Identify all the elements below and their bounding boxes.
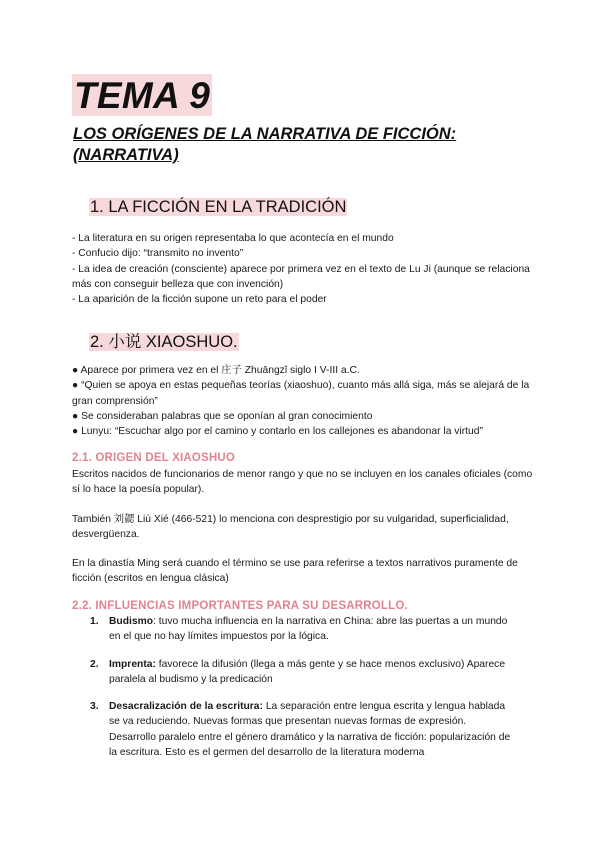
section-2-2-heading: 2.2. INFLUENCIAS IMPORTANTES PARA SU DESARROLLO. — [72, 600, 408, 612]
section-2-1-para-1: Escritos nacidos de funcionarios de menor rango y que no se incluyen en los canales oficiales (como sí lo hace la poesía popular). — [72, 469, 533, 496]
section-2-heading: 2. 小说 XIAOSHUO. — [90, 333, 238, 351]
page-title: TEMA 9 — [74, 75, 211, 116]
section-2-1-para-3: En la dinastía Ming será cuando el término se use para referirse a textos narrativos puramente de ficción (escritos en lengua clásica) — [72, 558, 518, 585]
page-subtitle: LOS ORÍGENES DE LA NARRATIVA DE FICCIÓN: (NARRATIVA) — [73, 125, 457, 164]
bullet-item: ● Lunyu: “Escuchar algo por el camino y contarlo en los callejones es abandonar la virtud” — [72, 426, 483, 438]
section-1-line: - La literatura en su origen representaba lo que acontecía en el mundo — [72, 233, 394, 244]
list-text: La separación entre lengua escrita y lengua hablada se va reduciendo. Nuevas formas que presentan nuevas formas de expresión. Desarrollo paralelo entre el género dramático y la narrativa de ficción: popularización de la escritura. Esto es el germen del desarrollo de la literatura moderna — [109, 701, 511, 759]
list-item — [72, 657, 512, 688]
list-number: 3. — [90, 701, 99, 713]
list-item — [72, 614, 512, 645]
list-number: 2. — [90, 658, 99, 670]
section-2-1-heading: 2.1. ORIGEN DEL XIAOSHUO — [72, 452, 236, 464]
section-2-1-para-2: También 刘勰 Liú Xié (466-521) lo menciona con desprestigio por su vulgaridad, superficialidad, desvergüenza. — [72, 514, 509, 541]
bullet-item: ● Aparece por primera vez en el 庄子 Zhuāngzǐ siglo I V-III a.C. — [72, 365, 360, 376]
bullet-item: ● “Quien se apoya en estas pequeñas teorías (xiaoshuo), cuanto más allá siga, más se alejará de la gran comprensión” — [72, 380, 530, 407]
section-1-line: - La idea de creación (consciente) aparece por primera vez en el texto de Lu Ji (aunque se relaciona más con conseguir belleza que con invención) — [72, 263, 530, 290]
list-number: 1. — [90, 616, 99, 627]
list-term: Budismo — [109, 616, 154, 627]
bullet-item: ● Se consideraban palabras que se oponían al gran conocimiento — [72, 410, 373, 422]
influences-list — [72, 614, 512, 772]
list-text: : tuvo mucha influencia en la narrativa en China: abre las puertas a un mundo en el que no hay límites impuestos por la lógica. — [109, 616, 508, 643]
list-term: Imprenta: — [109, 658, 156, 670]
section-2-bullets — [72, 363, 542, 439]
section-1-body — [72, 231, 542, 307]
list-item — [72, 699, 512, 760]
list-text: favorece la difusión (llega a más gente y se hace menos exclusivo) Aparece paralela al budismo y la predicación — [109, 658, 506, 685]
section-1-heading: 1. LA FICCIÓN EN LA TRADICIÓN — [90, 198, 347, 216]
list-term: Desacralización de la escritura: — [109, 701, 263, 713]
section-1-line: - La aparición de la ficción supone un reto para el poder — [72, 294, 327, 306]
title-block — [72, 74, 212, 116]
section-1-line: - Confucio dijo: “transmito no invento” — [72, 248, 244, 260]
